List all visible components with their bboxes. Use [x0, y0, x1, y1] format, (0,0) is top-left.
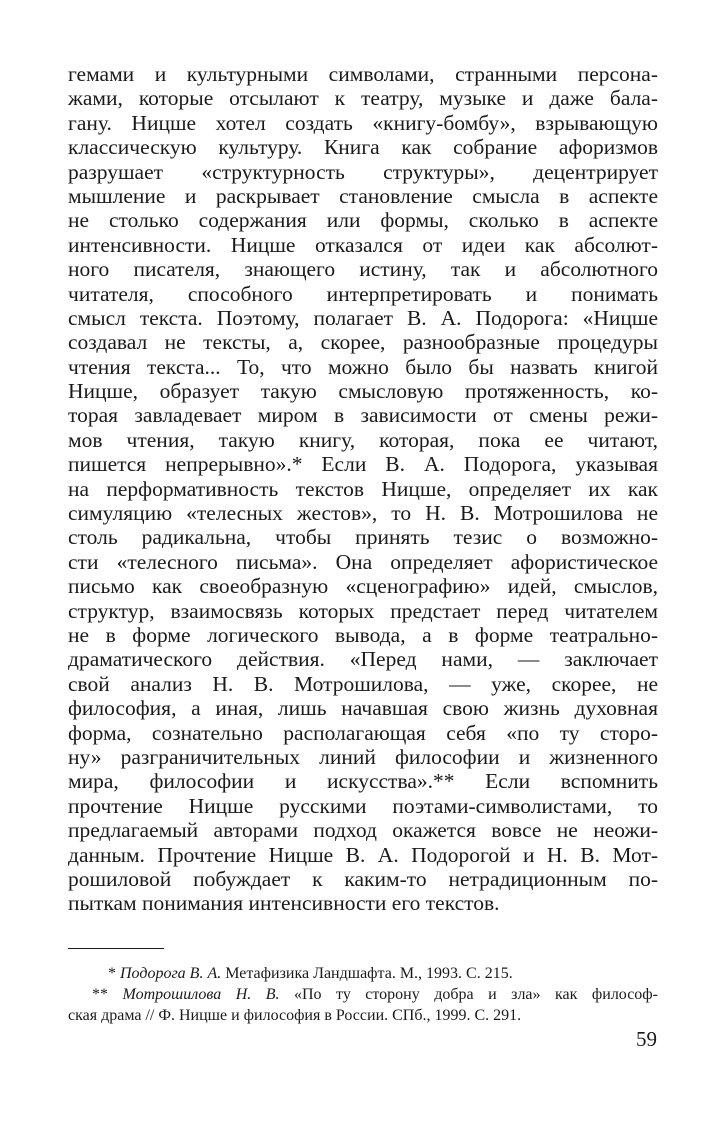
text-line: рошиловой побуждает к каким-то нетрадиционным по- [68, 866, 658, 891]
text-line: смысл текста. Поэтому, полагает В. А. Подорога: «Ницше [68, 305, 658, 330]
text-line: жами, которые отсылают к театру, музыке и даже бала- [68, 86, 658, 111]
text-line: свой анализ Н. В. Мотрошилова, — уже, скорее, не [68, 671, 658, 696]
text-line: письмо как своеобразную «сценографию» идей, смыслов, [68, 574, 658, 599]
footnote-author: Подорога В. А. [120, 964, 222, 982]
text-line: торая завладевает миром в зависимости от смены режи- [68, 403, 658, 428]
footnote-text: Метафизика Ландшафта. М., 1993. С. 215. [225, 964, 513, 982]
text-line: ну» разграничительных линий философии и жизненного [68, 744, 658, 769]
text-line: данным. Прочтение Ницше В. А. Подорогой и Н. В. Мот- [68, 842, 658, 867]
text-line: драматического действия. «Перед нами, — заключает [68, 647, 658, 672]
text-line: структур, взаимосвязь которых предстает перед читателем [68, 598, 658, 623]
text-line: разрушает «структурность структуры», децентрирует [68, 159, 658, 184]
text-line: предлагаемый авторами подход окажется вовсе не неожи- [68, 818, 658, 843]
text-line: не в форме логического вывода, а в форме театрально- [68, 622, 658, 647]
text-line: интенсивности. Ницше отказался от идеи как абсолют- [68, 232, 658, 257]
text-line: мышление и раскрывает становление смысла в аспекте [68, 183, 658, 208]
footnote-2-continuation: ская драма // Ф. Ницше и философия в России. СПб., 1999. С. 291. [68, 1006, 522, 1024]
page-content [68, 62, 658, 1026]
footnote-divider [68, 948, 164, 949]
text-line: пишется непрерывно».* Если В. А. Подорога, указывая [68, 452, 658, 477]
body-text [68, 62, 658, 916]
text-line: гану. Ницше хотел создать «книгу-бомбу», взрывающую [68, 110, 658, 135]
text-line: столь радикальна, чтобы принять тезис о возможно- [68, 525, 658, 550]
footnote-marker: ** [92, 985, 108, 1003]
footnote-marker: * [108, 964, 116, 982]
text-line: на перформативность текстов Ницше, определяет их как [68, 476, 658, 501]
text-line: не столько содержания или формы, сколько в аспекте [68, 208, 658, 233]
text-line: читателя, способного интерпретировать и понимать [68, 281, 658, 306]
text-line: сти «телесного письма». Она определяет афористическое [68, 549, 658, 574]
footnote-author: Мотрошилова Н. В. [122, 985, 280, 1003]
text-line: гемами и культурными символами, странными персона- [68, 62, 658, 86]
text-line: мов чтения, такую книгу, которая, пока ее читают, [68, 427, 658, 452]
page-number: 59 [636, 1027, 657, 1051]
text-line: философия, а иная, лишь начавшая свою жизнь духовная [68, 696, 658, 721]
text-line: создавал не тексты, а, скорее, разнообразные процедуры [68, 330, 658, 355]
text-line: прочтение Ницше русскими поэтами-символистами, то [68, 793, 658, 818]
footnote-1 [68, 963, 658, 984]
footnote-2 [68, 984, 658, 1005]
text-line: форма, сознательно располагающая себя «по ту сторо- [68, 720, 658, 745]
footnotes [68, 963, 658, 1026]
text-line: классическую культуру. Книга как собрание афоризмов [68, 135, 658, 160]
text-line: ного писателя, знающего истину, так и абсолютного [68, 257, 658, 282]
text-line: пыткам понимания интенсивности его текстов. [68, 891, 500, 916]
text-line: Ницше, образует такую смысловую протяженность, ко- [68, 379, 658, 404]
footnote-text: «По ту сторону добра и зла» как философ- [294, 985, 658, 1003]
text-line: симуляцию «телесных жестов», то Н. В. Мотрошилова не [68, 501, 658, 526]
text-line: чтения текста... То, что можно было бы назвать книгой [68, 354, 658, 379]
text-line: мира, философии и искусства».** Если вспомнить [68, 769, 658, 794]
